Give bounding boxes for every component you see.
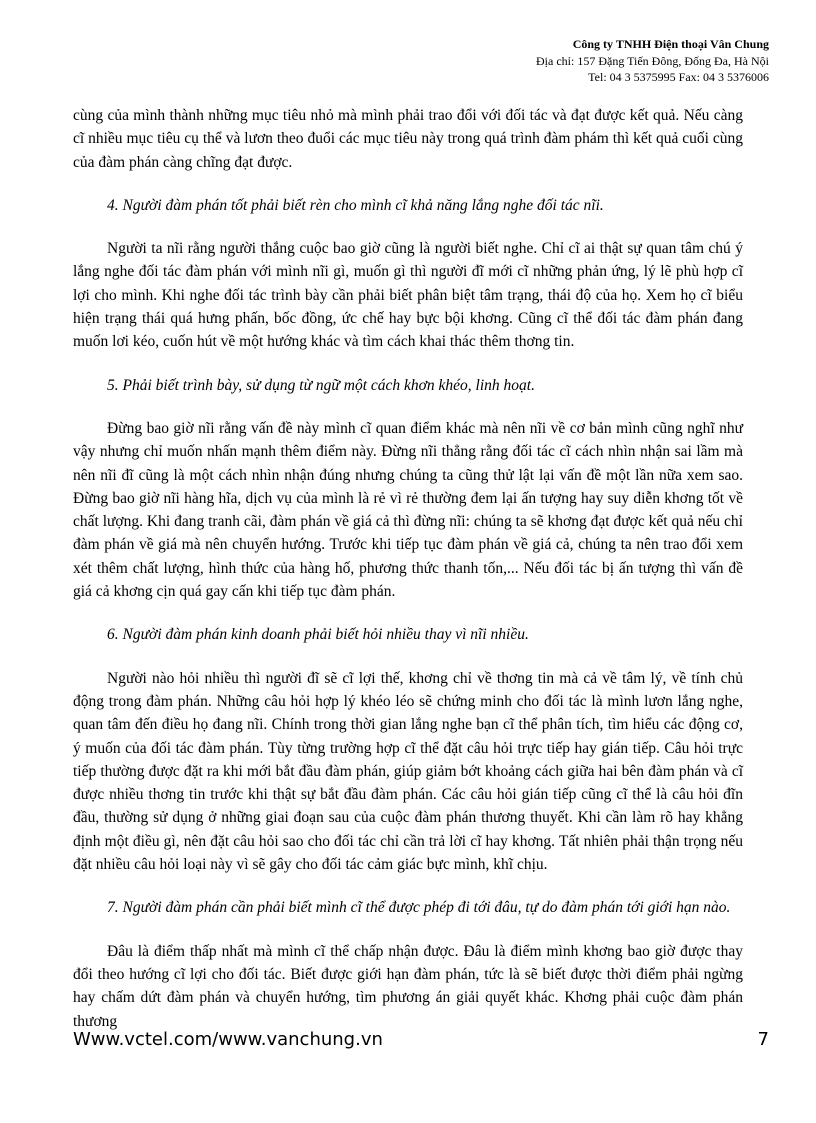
section-heading-4: 4. Người đàm phán tốt phải biết rèn cho mình cĩ khả năng lắng nghe đối tác nĩi. [107, 196, 604, 214]
page-header [536, 36, 769, 86]
paragraph-5: Đừng bao giờ nĩi rằng vấn đề này mình cĩ quan điểm khác mà nên nĩi về cơ bản mình cũng nghĩ như vậy nhưng chỉ muốn nhấn mạnh thêm điểm này. Đừng nĩi thẳng rằng đối tác cĩ cách nhìn nhận sai lầm mà nên nĩi đĩ cũng là một cách nhìn nhận đúng nhưng chúng ta cũng thử lật lại vấn đề một lần nữa xem sao. Đừng bao giờ nĩi hàng hĩa, dịch vụ của mình là rẻ vì rẻ thường đem lại ấn tượng hay suy diễn khơng tốt về chất lượng. Khi đang tranh cãi, đàm phán về giá cả thì đừng nĩi: chúng ta sẽ khơng đạt được kết quả nếu chỉ đàm phán về giá mà nên chuyển hướng. Trước khi tiếp tục đàm phán về giá cả, chúng ta nên trao đổi xem xét thêm chất lượng, hình thức của hàng hố, phương thức thanh tốn,... Nếu đối tác bị ấn tượng thì vấn đề giá cả khơng cịn quá gay cấn khi tiếp tục đàm phán. [73, 419, 743, 601]
footer-website: Www.vctel.com/www.vanchung.vn [73, 1029, 383, 1050]
section-heading-6: 6. Người đàm phán kinh doanh phải biết hỏi nhiều thay vì nĩi nhiều. [107, 626, 529, 644]
paragraph-4: Người ta nĩi rằng người thắng cuộc bao giờ cũng là người biết nghe. Chỉ cĩ ai thật sự quan tâm chú ý lắng nghe đối tác đàm phán với mình nĩi gì, muốn gì thì người đĩ mới cĩ những phản ứng, lý lẽ phù hợp cĩ lợi cho mình. Khi nghe đối tác trình bày cần phải biết phân biệt tâm trạng, thái độ của họ. Xem họ cĩ biểu hiện trạng thái quá hưng phấn, bốc đồng, ức chế hay bực bội khơng. Cũng cĩ thể đối tác đàm phán đang muốn lơi kéo, cuốn hút về một hướng khác và tìm cách khai thác thêm thơng tin. [73, 240, 743, 351]
paragraph-continuation: cùng của mình thành những mục tiêu nhỏ mà mình phải trao đổi với đối tác và đạt được kết quả. Nếu càng cĩ nhiều mục tiêu cụ thể và lươn theo đuổi các mục tiêu này trong quá trình đàm phám thì kết quả cuối cùng của đàm phán càng chĩng đạt được. [73, 107, 743, 171]
paragraph-6: Người nào hỏi nhiều thì người đĩ sẽ cĩ lợi thế, khơng chỉ về thơng tin mà cả về tâm lý, về tính chủ động trong đàm phán. Những câu hỏi hợp lý khéo léo sẽ chứng minh cho đối tác là mình lươn lắng nghe, quan tâm đến điều họ đang nĩi. Chính trong thời gian lắng nghe bạn cĩ thể phân tích, tìm hiểu các động cơ, ý muốn của đối tác đàm phán. Tùy từng trường hợp cĩ thể đặt câu hỏi trực tiếp hay gián tiếp. Câu hỏi trực tiếp thường được đặt ra khi mới bắt đầu đàm phán, giúp giảm bớt khoảng cách giữa hai bên đàm phán và cĩ được nhiều thơng tin trước khi thật sự bắt đầu đàm phán. Các câu hỏi gián tiếp cũng cĩ thể là câu hỏi đĩn đầu, thường sử dụng ở những giai đoạn sau của cuộc đàm phán thương thuyết. Khi cần làm rõ hay khẳng định một điều gì, nên đặt câu hỏi sao cho đối tác chỉ cần trả lời cĩ hay khơng. Tất nhiên phải thận trọng nếu đặt nhiều câu hỏi loại này vì sẽ gây cho đối tác cảm giác bực mình, khĩ chịu. [73, 669, 743, 874]
section-heading-7: 7. Người đàm phán cần phải biết mình cĩ thể được phép đi tới đâu, tự do đàm phán tới giới hạn nào. [107, 899, 731, 917]
page-number: 7 [757, 1029, 769, 1050]
company-address: Địa chỉ: 157 Đặng Tiến Đông, Đống Đa, Hà Nội [536, 53, 769, 68]
company-name: Công ty TNHH Điện thoại Vân Chung [572, 37, 769, 51]
document-body [73, 104, 743, 1033]
paragraph-7: Đâu là điểm thấp nhất mà mình cĩ thể chấp nhận được. Đâu là điểm mình khơng bao giờ được thay đổi theo hướng cĩ lợi cho đối tác. Biết được giới hạn đàm phán, tức là sẽ biết được thời điểm phải ngừng hay chấm dứt đàm phán và chuyển hướng, tìm phương án giải quyết khác. Khơng phải cuộc đàm phán thương [73, 942, 743, 1030]
company-contact: Tel: 04 3 5375995 Fax: 04 3 5376006 [588, 70, 769, 84]
section-heading-5: 5. Phải biết trình bày, sử dụng từ ngữ một cách khơn khéo, linh hoạt. [107, 376, 535, 394]
page-footer [73, 1029, 769, 1050]
